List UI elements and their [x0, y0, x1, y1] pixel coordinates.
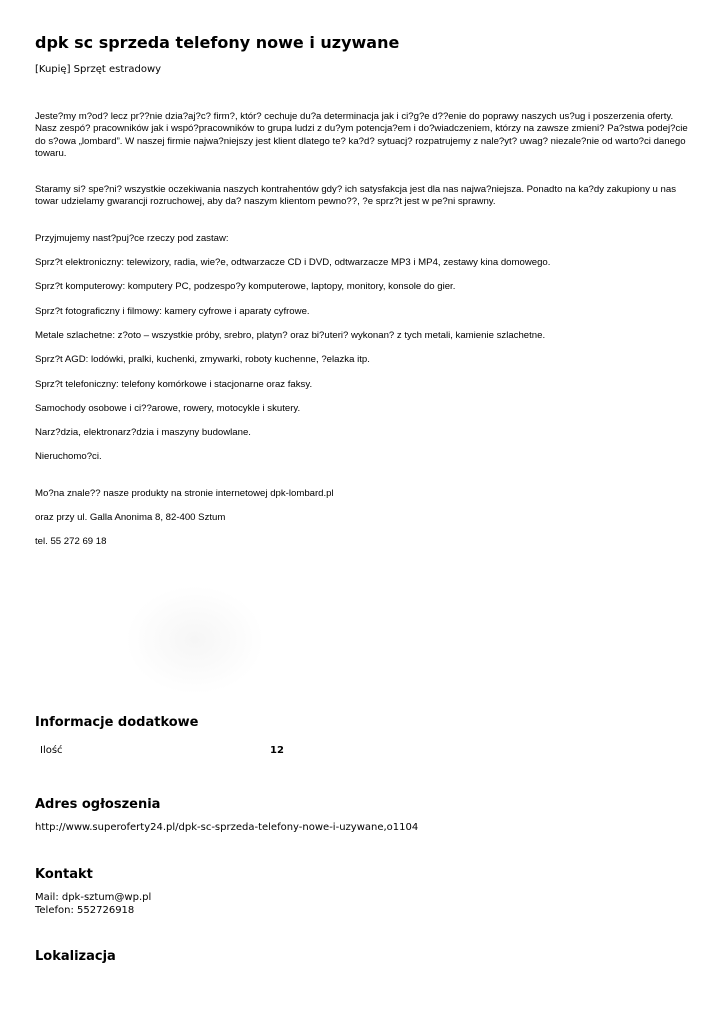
- list-item: Sprz?t telefoniczny: telefony komórkowe i stacjonarne oraz faksy.: [35, 378, 313, 390]
- list-item: Sprz?t elektroniczny: telewizory, radia, wie?e, odtwarzacze CD i DVD, odtwarzacze MP3 i MP4, zestawy kina domowego.: [35, 257, 551, 269]
- description-phone: tel. 55 272 69 18: [35, 536, 107, 548]
- contact-phone: Telefon: 552726918: [35, 904, 135, 916]
- faded-image-placeholder: [125, 585, 265, 695]
- contact-mail[interactable]: Mail: dpk-sztum@wp.pl: [35, 892, 152, 903]
- list-item: Samochody osobowe i ci??arowe, rowery, motocykle i skutery.: [35, 402, 301, 414]
- info-heading: Informacje dodatkowe: [35, 715, 199, 730]
- list-item: Nieruchomo?ci.: [35, 451, 102, 463]
- list-item: Sprz?t fotograficzny i filmowy: kamery cyfrowe i aparaty cyfrowe.: [35, 305, 310, 317]
- description-website: Mo?na znale?? nasze produkty na stronie internetowej dpk-lombard.pl: [35, 487, 334, 499]
- page-title: dpk sc sprzeda telefony nowe i uzywane: [35, 33, 400, 52]
- location-heading: Lokalizacja: [35, 949, 116, 964]
- ad-category: [Kupię] Sprzęt estradowy: [35, 64, 162, 75]
- contact-heading: Kontakt: [35, 867, 93, 882]
- description-intro: Jeste?my m?od? lecz pr??nie dzia?aj?c? firm?, któr? cechuje du?a determinacja jak i ci?g?e d??enie do poprawy naszych us?ug i poszerzenia oferty. Nasz zespó? pracowników jak i wspó?pracowników to grupa ludzi z du?ym potencja?em i do?wiadczeniem, którzy na zawsze zmieni? Pa?stwa podej?cie do s?owa „lombard”. W naszej firmie najwa?niejszy jest klient dlatego te? ka?d? sytuacj? rozpatrujemy z nale?yt? uwag? niezale?nie od warto?ci danego towaru.: [35, 111, 688, 159]
- quantity-label: Ilość: [40, 745, 63, 756]
- quantity-value: 12: [270, 745, 284, 756]
- ad-description: [35, 111, 695, 561]
- description-promise: Staramy si? spe?ni? wszystkie oczekiwania naszych kontrahentów gdy? ich satysfakcja jest dla nas najwa?niejsza. Ponadto na ka?dy zakupiony u nas towar udzielamy gwarancji rozruchowej, aby da? naszym klientom pewno??, ?e sprz?t jest w pe?ni sprawny.: [35, 184, 677, 208]
- description-address: oraz przy ul. Galla Anonima 8, 82-400 Sztum: [35, 512, 226, 524]
- contact-block: [35, 892, 151, 917]
- accept-heading: Przyjmujemy nast?puj?ce rzeczy pod zastaw:: [35, 232, 229, 244]
- list-item: Sprz?t AGD: lodówki, pralki, kuchenki, zmywarki, roboty kuchenne, ?elazka itp.: [35, 354, 370, 366]
- address-heading: Adres ogłoszenia: [35, 797, 161, 812]
- list-item: Metale szlachetne: z?oto – wszystkie próby, srebro, platyn? oraz bi?uteri? wykonan? z tych metali, kamienie szlachetne.: [35, 329, 546, 341]
- list-item: Narz?dzia, elektronarz?dzia i maszyny budowlane.: [35, 427, 251, 439]
- ad-url[interactable]: http://www.superoferty24.pl/dpk-sc-sprzeda-telefony-nowe-i-uzywane,o1104: [35, 822, 419, 833]
- list-item: Sprz?t komputerowy: komputery PC, podzespo?y komputerowe, laptopy, monitory, konsole do gier.: [35, 281, 456, 293]
